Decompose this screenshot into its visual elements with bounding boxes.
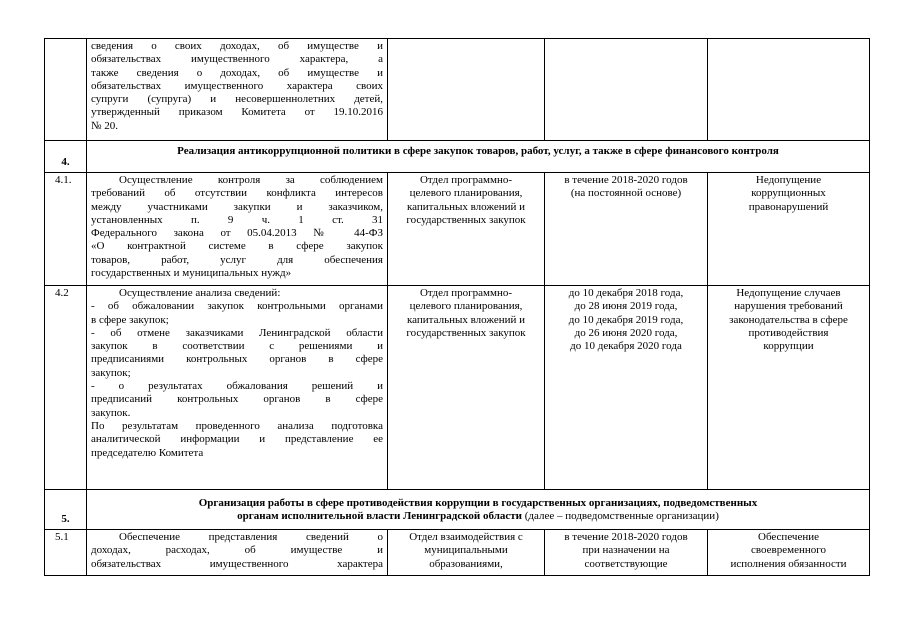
cell-num-empty: [45, 39, 87, 141]
cell-responsible: Отдел программно- целевого планирования, капитальных вложений и государственных закупок: [388, 173, 545, 286]
table-row: [45, 530, 870, 576]
cell-result: Недопущение коррупционных правонарушений: [708, 173, 870, 286]
cell-deadline: в течение 2018-2020 годов при назначении на соответствующие: [545, 530, 708, 576]
section-title: Организация работы в сфере противодействия коррупции в государственных организациях, подведомственных органам исполнительной власти Ленинградской области (далее – подведомственные организации): [87, 490, 870, 530]
table-row-continuation: [45, 39, 870, 141]
table-row: [45, 286, 870, 490]
section-number: 5.: [45, 490, 87, 530]
anticorruption-plan-table: [44, 38, 870, 576]
section-header-row: [45, 490, 870, 530]
table-row: [45, 173, 870, 286]
cell-responsible: Отдел программно- целевого планирования, капитальных вложений и государственных закупок: [388, 286, 545, 490]
section-header-row: [45, 141, 870, 173]
row-number: 4.1.: [45, 173, 87, 286]
cell-deadline: в течение 2018-2020 годов (на постоянной основе): [545, 173, 708, 286]
cell-measure: Обеспечение представления сведений о доходах, расходах, об имуществе и обязательствах имущественного характера: [87, 530, 388, 576]
cell-continuation-text: сведения о своих доходах, об имуществе и обязательствах имущественного характера, а также сведения о доходах, об имуществе и обязательствах имущественного характера своих супруги (супруга) и несовершеннолетних детей, утвержденный приказом Комитета от 19.10.2016 № 20.: [87, 39, 388, 141]
cell-result: Обеспечение своевременного исполнения обязанности: [708, 530, 870, 576]
row-number: 5.1: [45, 530, 87, 576]
cell-result: Недопущение случаев нарушения требований законодательства в сфере противодействия коррупции: [708, 286, 870, 490]
section-number: 4.: [45, 141, 87, 173]
cell-empty: [388, 39, 545, 141]
cell-measure: Осуществление контроля за соблюдением требований об отсутствии конфликта интересов между участниками закупки и заказчиком, установленных п. 9 ч. 1 ст. 31 Федерального закона от 05.04.2013 № 44-ФЗ «О контрактной системе в сфере закупок товаров, работ, услуг для обеспечения государственных и муниципальных нужд»: [87, 173, 388, 286]
cell-empty: [545, 39, 708, 141]
row-number: 4.2: [45, 286, 87, 490]
cell-empty: [708, 39, 870, 141]
cell-responsible: Отдел взаимодействия с муниципальными образованиями,: [388, 530, 545, 576]
cell-measure: Осуществление анализа сведений: - об обжаловании закупок контрольными органами в сфере закупок; - об отмене заказчиками Ленинградской области закупок в соответствии с решениями и предписаниями контрольных органов в сфере закупок; - о результатах обжалования решений и предписаний контрольных органов в сфере закупок. По результатам проведенного анализа подготовка аналитической информации и представление ее председателю Комитета: [87, 286, 388, 490]
cell-deadline: до 10 декабря 2018 года, до 28 июня 2019 года, до 10 декабря 2019 года, до 26 июня 2020 года, до 10 декабря 2020 года: [545, 286, 708, 490]
section-title: Реализация антикоррупционной политики в сфере закупок товаров, работ, услуг, а также в сфере финансового контроля: [87, 141, 870, 173]
